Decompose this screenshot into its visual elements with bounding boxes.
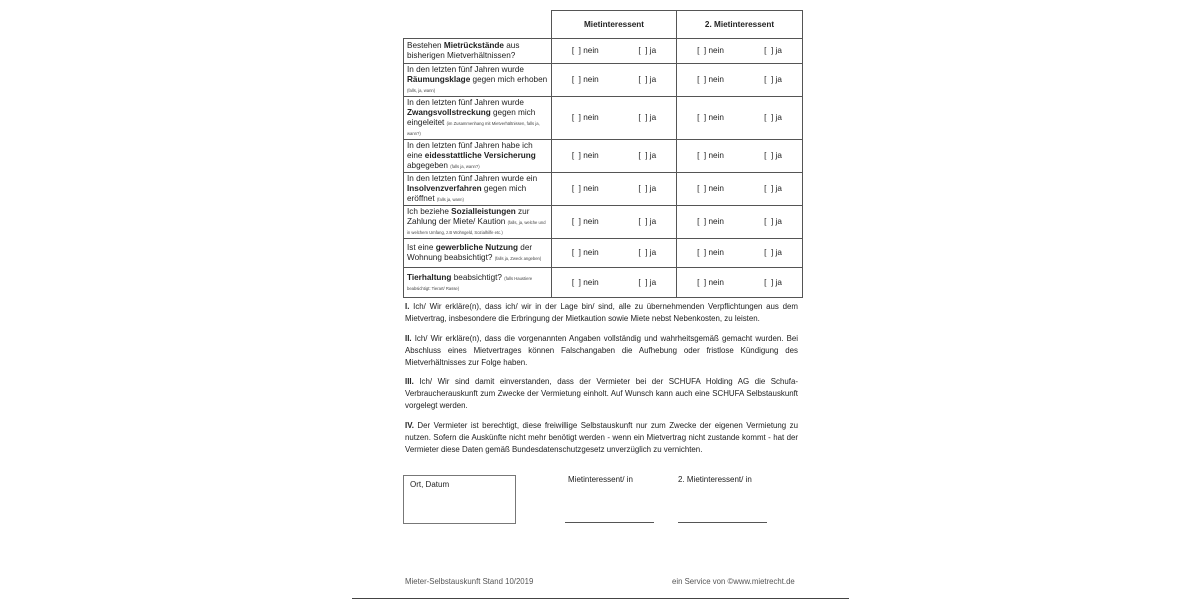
question-text-pre: Ich beziehe: [407, 207, 452, 216]
paragraph-text: Der Vermieter ist berechtigt, diese freiwillige Selbstauskunft nur zum Zwecke der eigenen Vermietung zu nutzen. Sofern die Auskünfte nicht mehr benötigt werden - wenn ein Mietvertrag nicht zustande kommt - hat der Vermieter diese Daten gemäß Bundesdatenschutzgesetz unverzüglich zu vernichten.: [405, 421, 798, 454]
question-keyword: Tierhaltung: [407, 272, 452, 282]
table-row: [404, 64, 803, 97]
checkbox-ja[interactable]: [ ] ja: [764, 248, 782, 257]
checkbox-nein[interactable]: [ ] nein: [571, 277, 599, 287]
question-note: (falls Haustiere beabsichtigt: Tierart/ Rasse): [407, 275, 533, 291]
page-bottom-divider: [352, 598, 849, 599]
checkbox-ja[interactable]: [ ] ja: [638, 75, 657, 84]
checkbox-nein[interactable]: [ ] nein: [571, 46, 599, 55]
question-text-post: gegen mich erhoben: [470, 75, 548, 84]
question-cell: [404, 64, 552, 97]
question-cell: [404, 239, 552, 268]
question-keyword: Insolvenzverfahren: [407, 184, 482, 193]
question-text-post: gegen mich eröffnet: [407, 184, 527, 203]
question-cell: [404, 97, 552, 140]
question-note: (falls ja, wann?): [450, 164, 480, 169]
table-header-row: [404, 11, 803, 39]
question-text-post: zur Zahlung der Miete/ Kaution: [407, 207, 530, 226]
footer-service: ein Service von ©www.mietrecht.de: [672, 577, 795, 586]
checkbox-nein[interactable]: [ ] nein: [697, 113, 724, 122]
paragraph-text: Ich/ Wir erkläre(n), dass ich/ wir in der Lage bin/ sind, alle zu übernehmenden Verpflichtungen aus dem Mietvertrag, insbesondere die Erbringung der Mietkaution sowie Miete nebst Nebenkosten, zu leisten.: [405, 302, 798, 323]
paragraph-number: II.: [405, 334, 412, 343]
question-keyword: Sozialleistungen: [451, 207, 516, 216]
answer-cell-tenant-2: [677, 173, 803, 206]
answer-cell-tenant-1: [552, 97, 677, 140]
tenant-1-signature-label: Mietinteressent/ in: [568, 475, 633, 484]
table-row: [404, 97, 803, 140]
table-row: [404, 206, 803, 239]
table-row: [404, 268, 803, 298]
checkbox-nein[interactable]: [ ] nein: [697, 75, 724, 84]
checkbox-ja[interactable]: [ ] ja: [764, 277, 782, 287]
checkbox-ja[interactable]: [ ] ja: [638, 248, 657, 257]
question-text: [407, 41, 548, 61]
question-text-pre: Bestehen: [407, 41, 444, 50]
checkbox-ja[interactable]: [ ] ja: [764, 151, 782, 160]
checkbox-nein[interactable]: [ ] nein: [571, 151, 599, 160]
answer-cell-tenant-2: [677, 206, 803, 239]
question-cell: [404, 140, 552, 173]
question-text: [407, 273, 548, 293]
question-cell: [404, 173, 552, 206]
checkbox-ja[interactable]: [ ] ja: [764, 46, 782, 55]
checkbox-nein[interactable]: [ ] nein: [697, 277, 724, 287]
paragraph-text: Ich/ Wir erkläre(n), dass die vorgenannten Angaben vollständig und wahrheitsgemäß gemacht wurden. Bei Abschluss eines Mietvertrages können Falschangaben die Aufhebung oder fristlose Kündigung des Mietverhältnisses zur Folge haben.: [405, 334, 798, 367]
table-row: [404, 39, 803, 64]
declaration-paragraph: [405, 333, 798, 369]
answer-cell-tenant-1: [552, 239, 677, 268]
question-keyword: Mietrückstände: [443, 41, 504, 50]
question-text: [407, 65, 548, 95]
answer-cell-tenant-1: [552, 39, 677, 64]
checkbox-ja[interactable]: [ ] ja: [764, 113, 782, 122]
checkbox-nein[interactable]: [ ] nein: [697, 217, 724, 226]
question-text: [407, 98, 548, 138]
question-keyword: Zwangsvollstreckung: [407, 108, 491, 117]
question-note: (falls ja, Zweck angeben): [494, 256, 542, 261]
question-text: [407, 174, 548, 204]
answer-cell-tenant-2: [677, 39, 803, 64]
question-text-pre: Ist eine: [407, 243, 436, 252]
checkbox-ja[interactable]: [ ] ja: [638, 184, 657, 193]
header-blank-cell: [404, 11, 552, 39]
paragraph-number: I.: [405, 302, 410, 311]
answer-cell-tenant-1: [552, 206, 677, 239]
paragraph-number: III.: [405, 377, 414, 386]
checkbox-nein[interactable]: [ ] nein: [697, 151, 724, 160]
tenant-1-signature-line[interactable]: [565, 522, 654, 523]
question-note: (falls, ja, welche und in welchem Umfang, z.B Wohngeld, Sozialhilfe etc.): [407, 220, 546, 235]
answer-cell-tenant-1: [552, 140, 677, 173]
footer-version: Mieter-Selbstauskunft Stand 10/2019: [405, 577, 534, 586]
checkbox-nein[interactable]: [ ] nein: [571, 113, 599, 122]
question-text-post: aus bisherigen Mietverhältnissen?: [407, 41, 520, 60]
place-date-box[interactable]: [403, 475, 516, 524]
question-keyword: Räumungsklage: [407, 75, 471, 84]
question-text-post: der Wohnung beabsichtigt?: [407, 243, 533, 262]
question-text-post: abgegeben: [407, 161, 448, 170]
declaration-paragraph: [405, 420, 798, 456]
paragraph-number: IV.: [405, 421, 414, 430]
checkbox-nein[interactable]: [ ] nein: [697, 46, 724, 55]
table-row: [404, 173, 803, 206]
question-text-pre: In den letzten fünf Jahren wurde: [407, 65, 524, 74]
question-cell: [404, 206, 552, 239]
answer-cell-tenant-1: [552, 268, 677, 298]
question-text-post: beabsichtigt?: [451, 272, 502, 282]
question-text: [407, 207, 548, 237]
checkbox-ja[interactable]: [ ] ja: [764, 184, 782, 193]
checkbox-nein[interactable]: [ ] nein: [697, 248, 724, 257]
table-row: [404, 140, 803, 173]
answer-cell-tenant-2: [677, 64, 803, 97]
question-text: [407, 141, 548, 171]
question-keyword: eidesstattliche Versicherung: [424, 151, 536, 160]
question-text: [407, 243, 548, 263]
checkbox-ja[interactable]: [ ] ja: [638, 217, 657, 226]
table-row: [404, 239, 803, 268]
declaration-paragraph: [405, 376, 798, 412]
question-text-pre: In den letzten fünf Jahren wurde: [407, 98, 524, 107]
checkbox-ja[interactable]: [ ] ja: [638, 277, 657, 287]
checkbox-ja[interactable]: [ ] ja: [764, 75, 782, 84]
paragraph-text: Ich/ Wir sind damit einverstanden, dass der Vermieter bei der SCHUFA Holding AG die Schufa-Verbraucherauskunft zum Zwecke der Vermietung einholt. Auf Wunsch kann auch eine SCHUFA Selbstauskunft vorgelegt werden.: [405, 377, 798, 410]
place-date-label: Ort, Datum: [410, 480, 450, 489]
header-tenant-2: 2. Mietinteressent: [677, 11, 803, 39]
checkbox-ja[interactable]: [ ] ja: [638, 151, 657, 160]
question-text-pre: In den letzten fünf Jahren wurde ein: [407, 174, 538, 183]
tenant-2-signature-label: 2. Mietinteressent/ in: [678, 475, 752, 484]
answer-cell-tenant-2: [677, 268, 803, 298]
checkbox-nein[interactable]: [ ] nein: [571, 217, 599, 226]
declaration-paragraph: [405, 301, 798, 325]
checkbox-nein[interactable]: [ ] nein: [571, 75, 599, 84]
checkbox-ja[interactable]: [ ] ja: [764, 217, 782, 226]
header-tenant-1: Mietinteressent: [552, 11, 677, 39]
question-text-post: gegen mich eingeleitet: [407, 108, 536, 127]
checkbox-nein[interactable]: [ ] nein: [697, 184, 724, 193]
tenant-2-signature-line[interactable]: [678, 522, 767, 523]
answer-cell-tenant-2: [677, 239, 803, 268]
answer-cell-tenant-1: [552, 64, 677, 97]
answer-cell-tenant-1: [552, 173, 677, 206]
checkbox-nein[interactable]: [ ] nein: [571, 248, 599, 257]
question-note: (falls ja, wann): [436, 197, 464, 202]
question-keyword: gewerbliche Nutzung: [435, 243, 519, 252]
answer-cell-tenant-2: [677, 140, 803, 173]
question-note: (falls, ja, wann): [407, 88, 436, 93]
questionnaire-table: [403, 10, 803, 298]
checkbox-nein[interactable]: [ ] nein: [571, 184, 599, 193]
question-note: (im Zusammenhang mit Mietverhältnissen, falls ja, wann?): [407, 121, 540, 136]
checkbox-ja[interactable]: [ ] ja: [638, 113, 657, 122]
answer-cell-tenant-2: [677, 97, 803, 140]
question-text-pre: In den letzten fünf Jahren habe ich eine: [407, 141, 533, 160]
checkbox-ja[interactable]: [ ] ja: [638, 46, 657, 55]
question-cell: [404, 39, 552, 64]
question-cell: [404, 268, 552, 298]
